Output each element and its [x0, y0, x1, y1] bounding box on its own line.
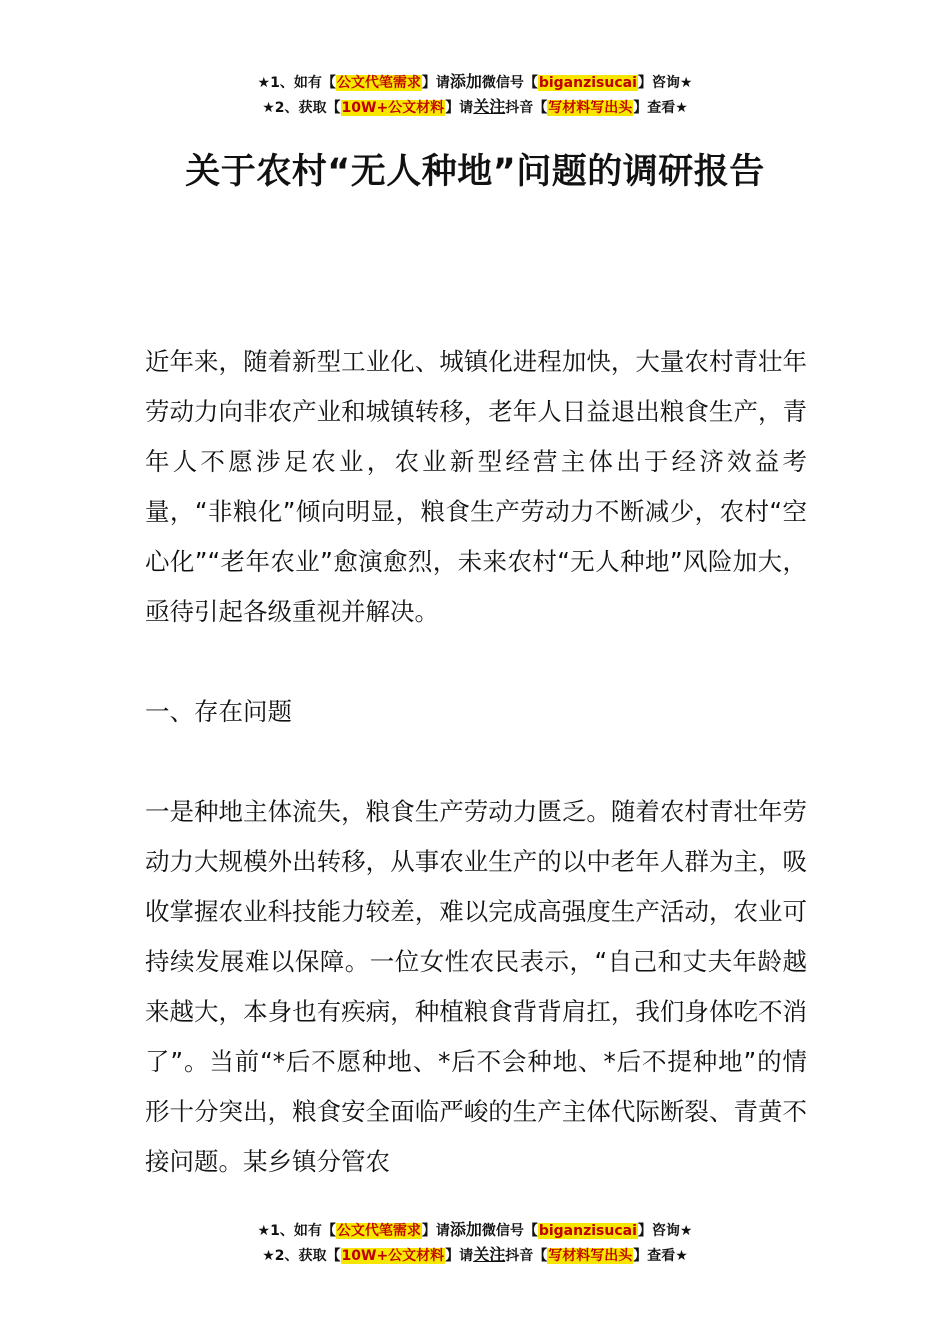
document-body	[145, 337, 807, 1187]
banner-line-1: ★1、如有【公文代笔需求】请添加微信号【biganzisucai】咨询★	[257, 72, 693, 91]
highlight-wechat-id: biganzisucai	[538, 75, 637, 91]
spacer	[145, 737, 807, 787]
spacer	[145, 637, 807, 687]
banner-line-2: ★2、获取【10W+公文材料】请关注抖音【写材料写出头】查看★	[262, 1245, 688, 1264]
highlight-materials: 10W+公文材料	[341, 1248, 445, 1264]
header-banner	[0, 70, 950, 120]
footer-banner	[0, 1218, 950, 1268]
intro-paragraph: 近年来，随着新型工业化、城镇化进程加快，大量农村青壮年劳动力向非农产业和城镇转移，老年人日益退出粮食生产，青年人不愿涉足农业，农业新型经营主体出于经济效益考量，“非粮化”倾向明显，粮食生产劳动力不断减少，农村“空心化”“老年农业”愈演愈烈，未来农村“无人种地”风险加大，亟待引起各级重视并解决。	[145, 347, 807, 626]
banner-line-2: ★2、获取【10W+公文材料】请关注抖音【写材料写出头】查看★	[262, 97, 688, 116]
body-paragraph: 一是种地主体流失，粮食生产劳动力匮乏。随着农村青壮年劳动力大规模外出转移，从事农业生产的以中老年人群为主，吸收掌握农业科技能力较差，难以完成高强度生产活动，农业可持续发展难以保障。一位女性农民表示，“自己和丈夫年龄越来越大，本身也有疾病，种植粮食背背肩扛，我们身体吃不消了”。当前“*后不愿种地、*后不会种地、*后不提种地”的情形十分突出，粮食安全面临严峻的生产主体代际断裂、青黄不接问题。某乡镇分管农	[145, 797, 807, 1176]
highlight-douyin: 写材料写出头	[548, 1248, 633, 1264]
highlight-materials: 10W+公文材料	[341, 100, 445, 116]
page-title: 关于农村“无人种地”问题的调研报告	[185, 152, 765, 192]
highlight-douyin: 写材料写出头	[548, 100, 633, 116]
highlight-writing-service: 公文代笔需求	[336, 75, 421, 91]
section-heading: 一、存在问题	[145, 697, 292, 726]
highlight-wechat-id: biganzisucai	[538, 1223, 637, 1239]
banner-line-1: ★1、如有【公文代笔需求】请添加微信号【biganzisucai】咨询★	[257, 1220, 693, 1239]
highlight-writing-service: 公文代笔需求	[336, 1223, 421, 1239]
